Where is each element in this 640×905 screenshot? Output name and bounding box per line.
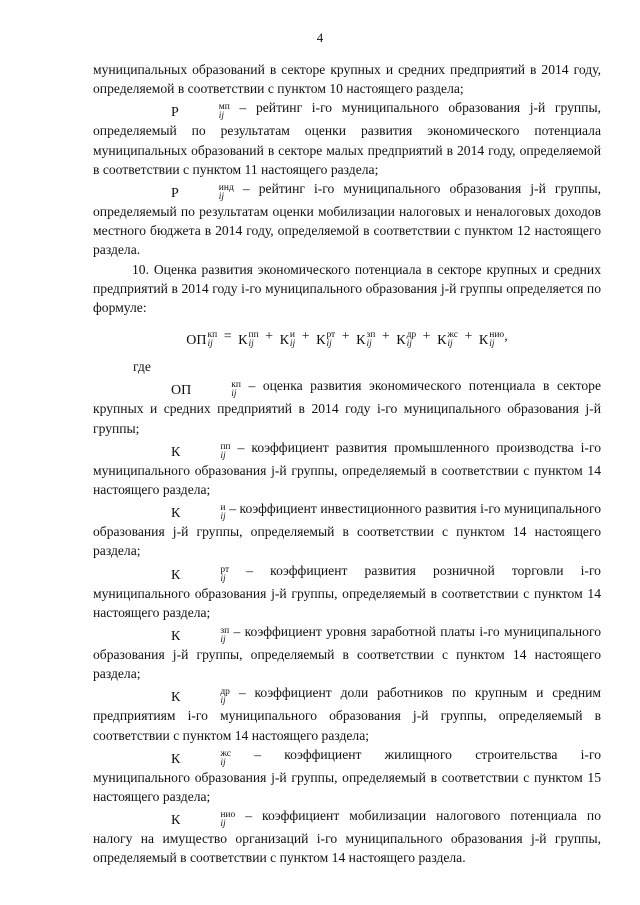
symbol-op-kp: ОП кп ij [171,380,241,400]
definition-text: – коэффициент инвестиционного развития i-го муниципального образования j-й группы, определяемый в соответствии с пунктом 14 настоящего раздела; [93,501,601,559]
definition-text: – коэффициент жилищного строительства i-го муниципального образования j-й группы, определяемый в соответствии с пунктом 15 настоящего раздела; [93,746,601,805]
formula-term-k-zp: К зп ij [356,330,376,350]
formula-plus: + [265,329,274,345]
symbol-p-mp [132,103,230,121]
formula-plus: + [422,329,431,345]
symbol-k-pp: К пп ij [171,441,231,461]
definition-text: – коэффициент мобилизации налогового потенциала по налогу на имущество организаций i-го муниципального образования j-й группы, определяемый в соответствии с пунктом 14 настоящего раздела. [93,808,601,866]
symbol-k-dr: К др ij [171,687,230,707]
section-10-heading: 10. Оценка развития экономического потенциала в секторе крупных и средних предприятий в 2014 году i-го муниципального образования j-й группы определяется по формуле: [93,261,601,316]
definition-text: – оценка развития экономического потенциала в секторе крупных и средних предприятий в 2014 году i-го муниципального образования j-й группы; [93,378,601,436]
symbol-superscript: мп [218,102,230,113]
symbol-base: Р [171,186,179,202]
formula-term-k-dr: К др ij [396,330,417,350]
definition-op-kp [93,376,601,437]
definition-k-rt [93,561,601,622]
symbol-subscript: ij [218,192,225,203]
definition-k-nio [93,806,601,867]
formula-plus: + [301,329,310,345]
definition-k-i [93,499,601,560]
definition-text: – рейтинг i-го муниципального образования j-й группы, определяемый по результатам оценки развития экономического потенциала муниципальных образований в секторе малых предприятий в 2014 году, определяемой в соответствии с пунктом 11 настоящего раздела; [93,100,601,177]
definition-text: – коэффициент уровня заработной платы i-го муниципального образования j-й группы, определяемый в соответствии с пунктом 14 настоящего раздела; [93,624,601,682]
definition-text: – коэффициент развития промышленного производства i-го муниципального образования j-й группы, определяемый в соответствии с пунктом 14 настоящего раздела; [93,439,601,498]
symbol-k-rt: К рт ij [171,564,230,584]
formula-term-op-kp: ОП кп ij [186,330,218,350]
symbol-k-zp: К зп ij [171,626,230,646]
symbol-p-ind [132,184,234,202]
definition-k-zhs [93,745,601,806]
formula-equals: = [223,329,232,345]
definition-text: – рейтинг i-го муниципального образования j-й группы, определяемый по результатам оценки мобилизации налоговых и неналоговых доходов местного бюджета в 2014 году, определяемой в соответствии с пунктом 12 настоящего раздела. [93,181,601,258]
symbol-subscript: ij [218,111,225,122]
formula-plus: + [381,329,390,345]
formula-term-k-rt: К рт ij [316,330,336,350]
definition-k-dr [93,683,601,744]
where-label: где [133,359,151,375]
formula-term-k-pp: К пп ij [238,330,259,350]
symbol-k-nio: К нио ij [171,810,236,830]
formula-term-k-zhs: К жс ij [437,330,459,350]
formula-term-k-nio: К нио ij [478,330,505,350]
symbol-k-zhs: К жс ij [171,748,231,768]
formula-plus: + [464,329,473,345]
formula-term-k-i: К и ij [279,330,296,350]
document-body [93,60,601,868]
definition-text: – коэффициент доли работников по крупным и средним предприятиям i-го муниципального образования j-й группы, определяемый в соответствии с пунктом 14 настоящего раздела; [93,685,601,743]
symbol-superscript: инд [218,183,234,194]
symbol-base: Р [171,105,179,121]
formula-comma: , [504,329,508,345]
paragraph-intro: муниципальных образований в секторе крупных и средних предприятий в 2014 году, определяемой в соответствии с пунктом 10 настоящего раздела; [93,62,601,97]
formula-plus: + [341,329,350,345]
definition-p-mp [93,98,601,179]
symbol-k-i: К и ij [171,503,226,523]
page-number: 4 [316,30,324,45]
formula-op-kp [93,327,601,349]
definition-k-zp [93,622,601,683]
definition-text: – коэффициент развития розничной торговли i-го муниципального образования j-й группы, определяемый в соответствии с пунктом 14 настоящего раздела; [93,562,601,620]
definition-p-ind [93,179,601,260]
definition-k-pp [93,438,601,499]
